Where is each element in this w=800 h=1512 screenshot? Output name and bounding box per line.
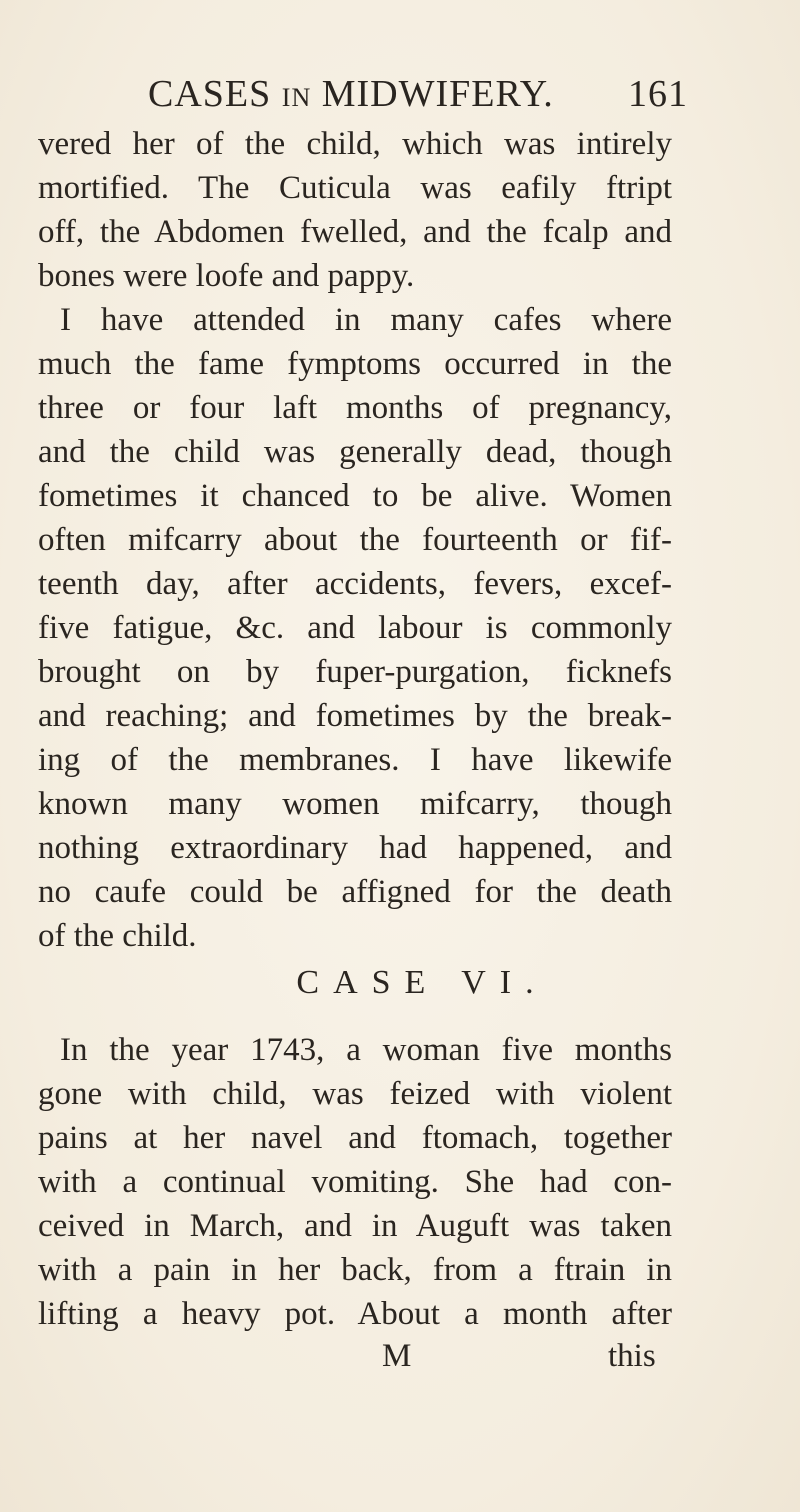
text-line: bones were loofe and pappy. [38,258,415,294]
text-line: I have attended in many cafes where [60,302,672,338]
text-line: ceived in March, and in Auguft was taken [38,1208,672,1244]
text-line: with a continual vomiting. She had con- [38,1164,672,1200]
page-number: 161 [628,73,688,115]
text-line: much the fame fymptoms occurred in the [38,346,672,382]
text-line: with a pain in her back, from a ftrain in [38,1252,672,1288]
signature-mark: M [382,1338,412,1374]
text-line: vered her of the child, which was intirely [38,126,672,162]
text-line: teenth day, after accidents, fevers, excef- [38,566,672,602]
text-line: lifting a heavy pot. About a month after [38,1296,672,1332]
text-line: gone with child, was feized with violent [38,1076,672,1112]
text-line: five fatigue, &c. and labour is commonly [38,610,672,646]
text-line: brought on by fuper-purgation, ficknefs [38,654,672,690]
text-line: of the child. [38,918,197,954]
catchword: this [608,1338,656,1374]
title-word-cases: CASES [148,73,272,115]
text-line: mortified. The Cuticula was eafily ftript [38,170,672,206]
text-line: known many women mifcarry, though [38,786,672,822]
case-heading: CASE VI. [296,964,548,1001]
text-line: In the year 1743, a woman five months [60,1032,672,1068]
title-word-in: IN [281,83,312,112]
text-line: nothing extraordinary had happened, and [38,830,672,866]
text-line: three or four laft months of pregnancy, [38,390,672,426]
text-line: fometimes it chanced to be alive. Women [38,478,672,514]
text-line: and the child was generally dead, though [38,434,672,470]
text-line: off, the Abdomen fwelled, and the fcalp and [38,214,672,250]
title-word-midwifery: MIDWIFERY. [321,73,554,115]
text-line: often mifcarry about the fourteenth or fif- [38,522,672,558]
text-line: ing of the membranes. I have likewife [38,742,672,778]
text-line: and reaching; and fometimes by the break- [38,698,672,734]
running-title [148,72,554,116]
text-line: no caufe could be affigned for the death [38,874,672,910]
text-line: pains at her navel and ftomach, together [38,1120,672,1156]
